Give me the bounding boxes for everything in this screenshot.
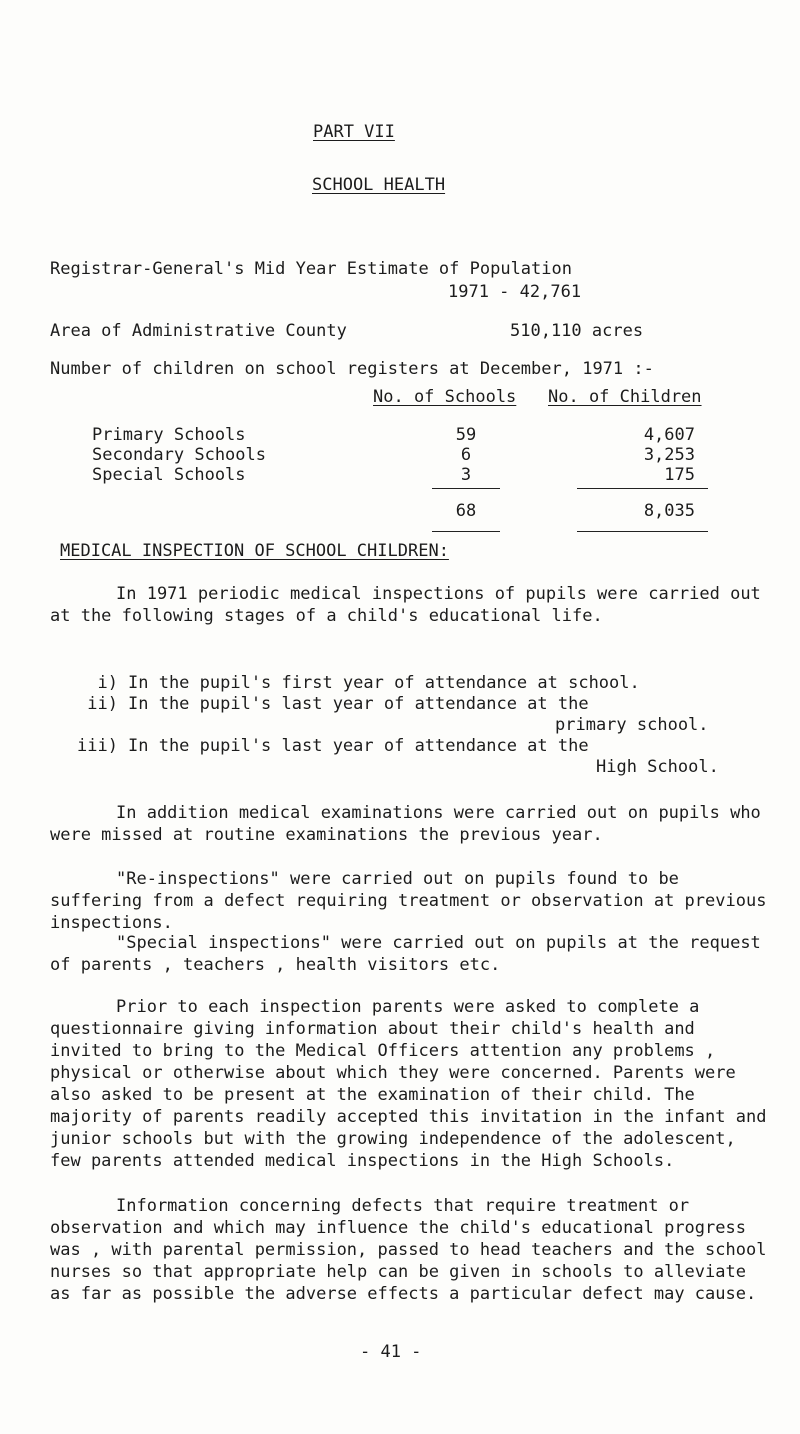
list-item-number: iii) [77, 736, 118, 756]
row-label: Secondary Schools [92, 445, 266, 465]
list-item: In the pupil's last year of attendance at the [128, 694, 589, 714]
area-value: 510,110 acres [510, 321, 644, 341]
list-item-continuation: High School. [596, 757, 719, 777]
paragraph-prior-inspection: Prior to each inspection parents were asked to complete a questionnaire giving information about their child's health and invited to bring to the Medical Officers attention any problems , physical or otherwise about which they were concerned. Parents were also asked to be present at the examination of their child. The majority of parents readily accepted this invitation in the infant and junior schools but with the growing independence of the adolescent, few parents attended medical inspections in the High Schools. [50, 997, 767, 1171]
page-number: - 41 - [360, 1342, 422, 1362]
row-children: 4,607 [643, 425, 695, 445]
intro-paragraph: In 1971 periodic medical inspections of pupils were carried out at the following stages of a child's educational life. [50, 584, 761, 626]
row-schools: 3 [460, 465, 472, 485]
subtotal-rule-children [577, 488, 708, 489]
row-label: Special Schools [92, 465, 246, 485]
total-schools: 68 [455, 501, 477, 521]
row-children: 3,253 [643, 445, 695, 465]
subtotal-rule-schools [432, 488, 500, 489]
children-label: Number of children on school registers at December, 1971 :- [50, 359, 654, 379]
row-label: Primary Schools [92, 425, 246, 445]
page-title: SCHOOL HEALTH [312, 175, 446, 195]
total-children: 8,035 [643, 501, 695, 521]
paragraph-reinspections: "Re-inspections" were carried out on pupils found to be suffering from a defect requiring treatment or observation at previous inspections. [50, 869, 767, 933]
row-schools: 6 [460, 445, 472, 465]
list-item-number: i) [97, 673, 118, 693]
list-item: In the pupil's last year of attendance at the [128, 736, 589, 756]
paragraph-addition: In addition medical examinations were carried out on pupils who were missed at routine examinations the previous year. [50, 803, 761, 845]
col-header-schools: No. of Schools [373, 387, 517, 407]
area-label: Area of Administrative County [50, 321, 347, 341]
total-rule-children [577, 531, 708, 532]
list-item-number: ii) [87, 694, 118, 714]
paragraph-special-inspections: "Special inspections" were carried out on pupils at the request of parents , teachers , health visitors etc. [50, 933, 761, 975]
row-schools: 59 [455, 425, 477, 445]
list-item-continuation: primary school. [555, 715, 709, 735]
section-heading: MEDICAL INSPECTION OF SCHOOL CHILDREN: [60, 541, 449, 561]
part-heading: PART VII [313, 122, 395, 142]
population-value: 1971 - 42,761 [448, 282, 582, 302]
population-label: Registrar-General's Mid Year Estimate of Population [50, 259, 572, 279]
col-header-children: No. of Children [548, 387, 702, 407]
list-item: In the pupil's first year of attendance at school. [128, 673, 640, 693]
paragraph-information: Information concerning defects that require treatment or observation and which may influence the child's educational progress was , with parental permission, passed to head teachers and the school nurses so that appropriate help can be given in schools to alleviate as far as possible the adverse effects a particular defect may cause. [50, 1196, 767, 1304]
row-children: 175 [664, 465, 695, 485]
total-rule-schools [432, 531, 500, 532]
